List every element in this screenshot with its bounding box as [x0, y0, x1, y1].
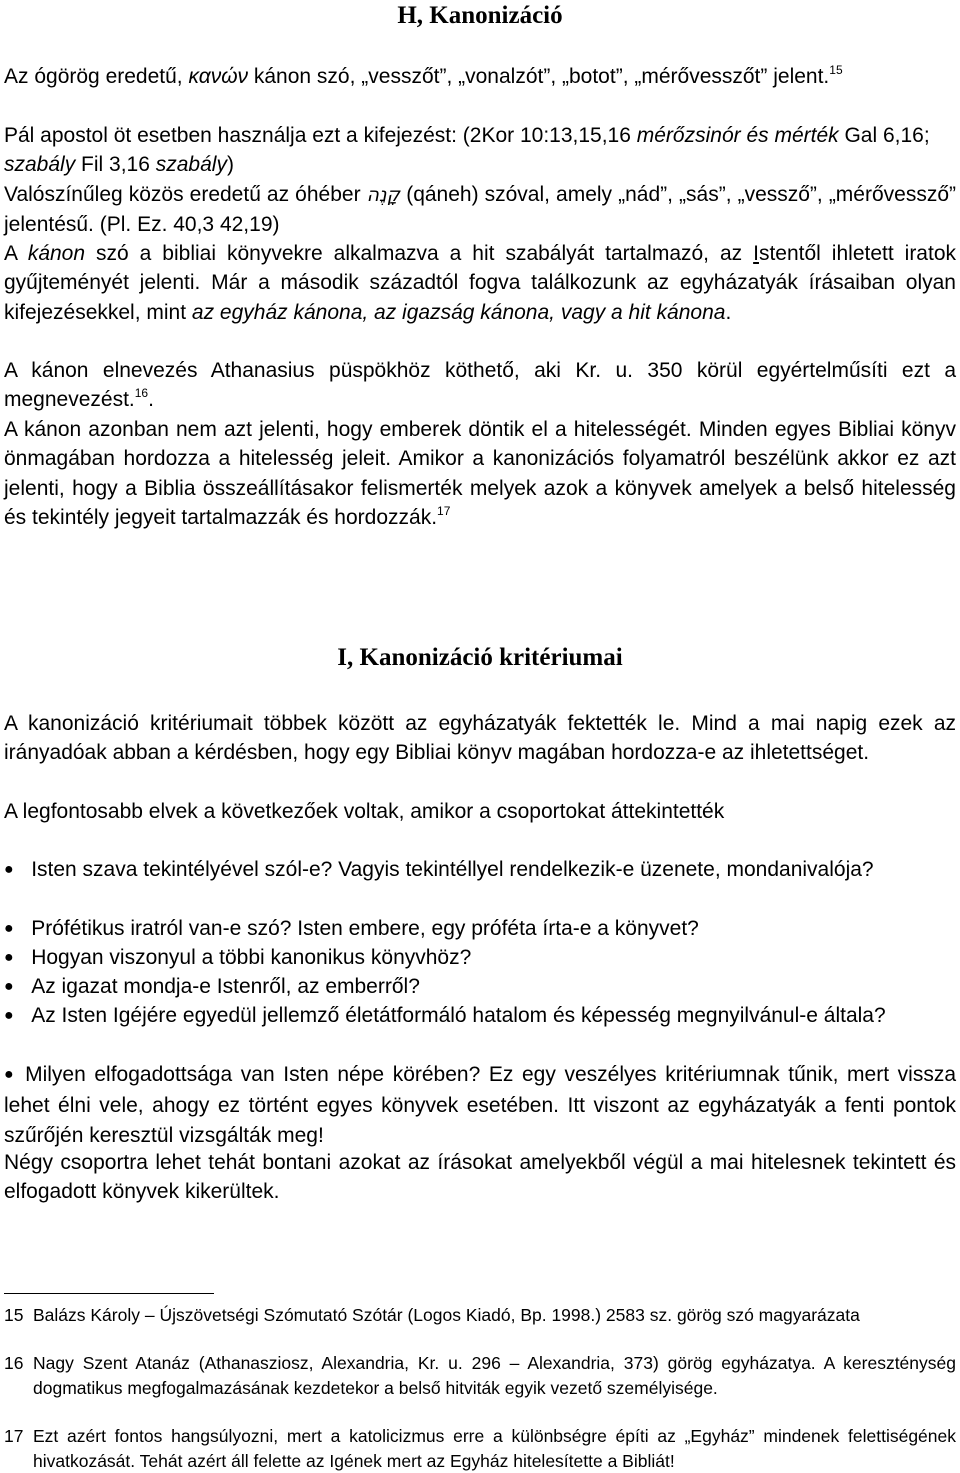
paragraph-canon-meaning: A kánon szó a bibliai könyvekre alkalmazva a hit szabályát tartalmazó, az Istentől ihletett iratok gyűjteményét jelenti. Már a második századtól fogva találkozunk az egyházatyák írásaiban olyan kifejezésekkel, mint az egyház kánona, az igazság kánona, vagy a hit kánona.	[4, 242, 956, 324]
paragraph-athanasius: A kánon elnevezés Athanasius püspökhöz köthető, aki Kr. u. 350 körül egyértelműsíti ezt a megnevezést.$^{16}$.	[4, 359, 956, 412]
list-item: ● Milyen elfogadottsága van Isten népe körében? Ez egy veszélyes kritériumnak tűnik, mert vissza lehet élni vele, ahogy ez történt egyes könyvek esetében. Itt viszont az egyházatyák a fenti pontok szűrőjén keresztül vizsgálták meg!	[4, 1063, 957, 1147]
paragraph-hebrew-origin: Valószínűleg közös eredetű az óhéber קָנֶה (qáneh) szóval, amely „nád”, „sás”, „vessző”, „mérővessző” jelentésű. (Pl. Ez. 40,3 42,19)	[4, 183, 957, 237]
footnote-ref-16[interactable]: 16	[134, 386, 149, 401]
footnote-separator	[4, 1293, 214, 1294]
paragraph-principles: A legfontosabb elvek a következőek voltak, amikor a csoportokat áttekintették	[4, 800, 725, 823]
bullet-icon: ●	[4, 861, 14, 878]
bullet-icon: ●	[4, 920, 14, 937]
list-item: ● Isten szava tekintélyével szól-e? Vagyis tekintéllyel rendelkezik-e üzenete, mondanivalója?	[4, 858, 874, 881]
paragraph-paul-usage: Pál apostol öt esetben használja ezt a kifejezést: (2Kor 10:13,15,16 mérőzsinór és mérték Gal 6,16; szabály Fil 3,16 szabály)	[4, 124, 930, 177]
bullet-icon: ●	[4, 949, 14, 966]
paragraph-etymology: Az ógörög eredetű, κανών kánon szó, „vesszőt”, „vonalzót”, „botot”, „mérővesszőt” jelent.$^{15}$	[4, 63, 843, 88]
section-title-h: H, Kanonizáció	[397, 2, 563, 29]
bullet-icon: ●	[4, 1066, 17, 1083]
bullet-icon: ●	[4, 1007, 14, 1024]
paragraph-authenticity: A kánon azonban nem azt jelenti, hogy emberek döntik el a hitelességét. Minden egyes Bibliai könyv önmagában hordozza a hitelesség jeleit. Amikor a kanonizációs folyamatról beszélünk akkor ez azt jelenti, hogy a Biblia összeállításakor felismerték melyek azok a könyvek amelyek a belső hitelesség és tekintély jegyeit tartalmazzák és hordozzák.$^{17}$	[4, 418, 956, 529]
footnote-15: 15 Balázs Károly – Újszövetségi Szómutató Szótár (Logos Kiadó, Bp. 1998.) 2583 sz. görög szó magyarázata	[4, 1305, 860, 1325]
list-item: ● Prófétikus iratról van-e szó? Isten embere, egy próféta írta-e a könyvet?	[4, 917, 699, 940]
greek-word: κανών	[188, 65, 249, 88]
list-item: ● Hogyan viszonyul a többi kanonikus könyvhöz?	[4, 946, 472, 969]
list-item: ● Az Isten Igéjére egyedül jellemző életátformáló hatalom és képesség megnyilvánul-e általa?	[4, 1004, 886, 1027]
footnote-ref-15[interactable]: 15	[829, 63, 843, 77]
hebrew-word: קָנֶה	[366, 184, 401, 206]
footnote-16: 16 Nagy Szent Atanáz (Athanasziosz, Alexandria, Kr. u. 296 – Alexandria, 373) görög egyházatya. A kereszténység dogmatikus megfogalmazásának kezdetekor a belső hitviták egyik vezető személyisége.	[4, 1353, 956, 1398]
section-title-i: I, Kanonizáció kritériumai	[337, 644, 623, 671]
bullet-icon: ●	[4, 978, 14, 995]
paragraph-criteria-intro: A kanonizáció kritériumait többek között az egyházatyák fektették le. Mind a mai napig ezek az irányadóak abban a kérdésben, hogy egy Bibliai könyv magában hordozza-e az ihletettséget.	[4, 712, 956, 765]
list-item: ● Az igazat mondja-e Istenről, az emberről?	[4, 975, 420, 998]
footnote-17: 17 Ezt azért fontos hangsúlyozni, mert a katolicizmus erre a különbségre építi az „Egyház” mindenek felettiségének hivatkozását. Tehát azért áll felette az Igének mert az Egyház hitelesítette a Bibliát!	[4, 1426, 956, 1471]
paragraph-four-groups: Négy csoportra lehet tehát bontani azokat az írásokat amelyekből végül a mai hitelesnek tekintett és elfogadott könyvek kikerültek.	[4, 1151, 956, 1204]
footnote-ref-17[interactable]: 17	[437, 503, 451, 518]
